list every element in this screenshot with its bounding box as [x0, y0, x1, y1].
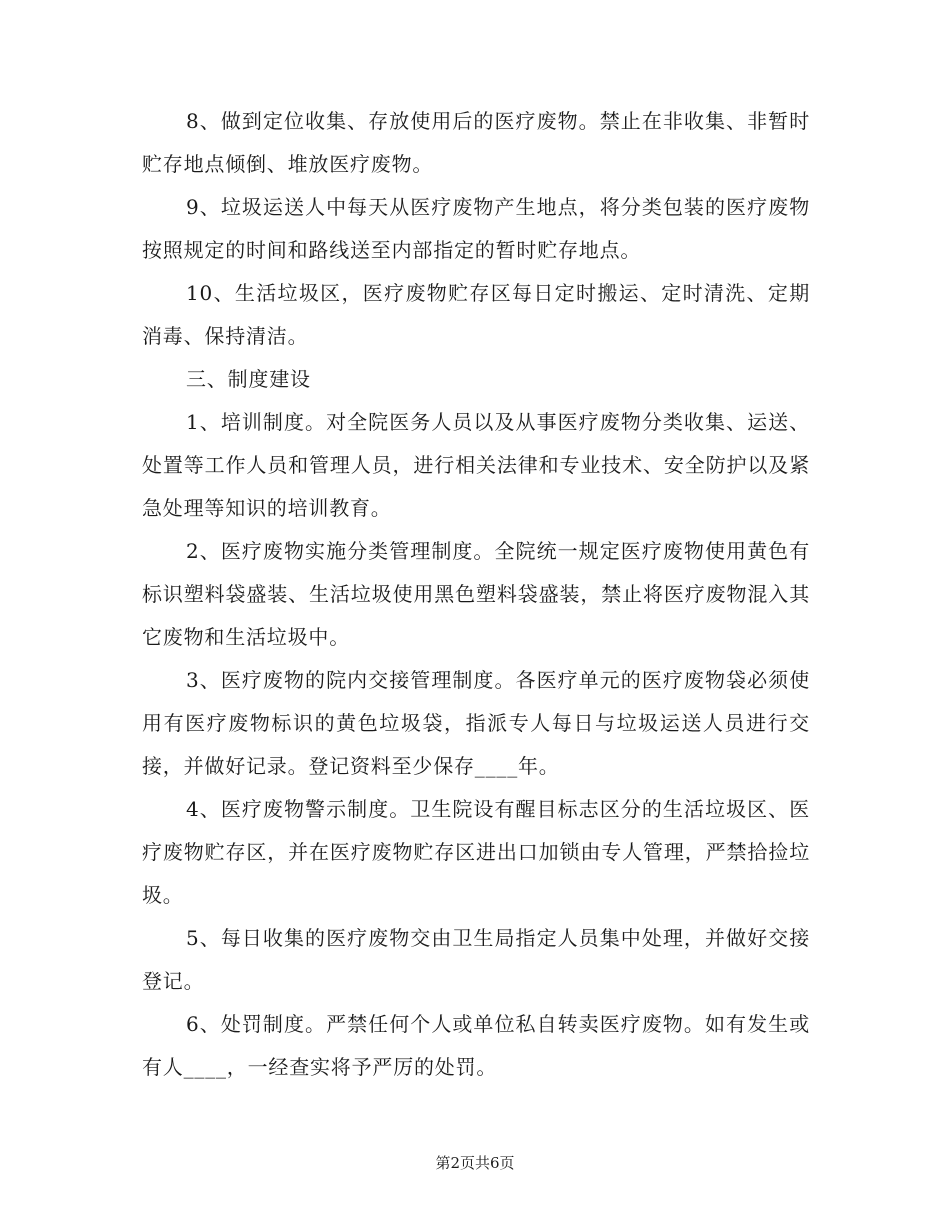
paragraph-daily-collection: 5、每日收集的医疗废物交由卫生局指定人员集中处理，并做好交接登记。	[142, 926, 810, 993]
document-body	[142, 100, 810, 1089]
paragraph-item-9: 9、垃圾运送人中每天从医疗废物产生地点，将分类包装的医疗废物按照规定的时间和路线送至内部指定的暂时贮存地点。	[142, 195, 810, 262]
page-number-footer: 第2页共6页	[435, 1154, 515, 1172]
paragraph-warning-system: 4、医疗废物警示制度。卫生院设有醒目标志区分的生活垃圾区、医疗废物贮存区，并在医疗废物贮存区进出口加锁由专人管理，严禁拾捡垃圾。	[142, 797, 810, 907]
section-heading: 三、制度建设	[186, 367, 311, 391]
paragraph-classification-system: 2、医疗废物实施分类管理制度。全院统一规定医疗废物使用黄色有标识塑料袋盛装、生活垃圾使用黑色塑料袋盛装，禁止将医疗废物混入其它废物和生活垃圾中。	[142, 539, 810, 649]
paragraph-item-10: 10、生活垃圾区，医疗废物贮存区每日定时搬运、定时清洗、定期消毒、保持清洁。	[142, 281, 810, 348]
paragraph-penalty-system: 6、处罚制度。严禁任何个人或单位私自转卖医疗废物。如有发生或有人____，一经查实将予严厉的处罚。	[142, 1012, 810, 1079]
paragraph-handover-system: 3、医疗废物的院内交接管理制度。各医疗单元的医疗废物袋必须使用有医疗废物标识的黄色垃圾袋，指派专人每日与垃圾运送人员进行交接，并做好记录。登记资料至少保存____年。	[142, 668, 810, 778]
paragraph-training-system: 1、培训制度。对全院医务人员以及从事医疗废物分类收集、运送、处置等工作人员和管理人员，进行相关法律和专业技术、安全防护以及紧急处理等知识的培训教育。	[142, 410, 810, 520]
paragraph-item-8: 8、做到定位收集、存放使用后的医疗废物。禁止在非收集、非暂时贮存地点倾倒、堆放医疗废物。	[142, 109, 810, 176]
